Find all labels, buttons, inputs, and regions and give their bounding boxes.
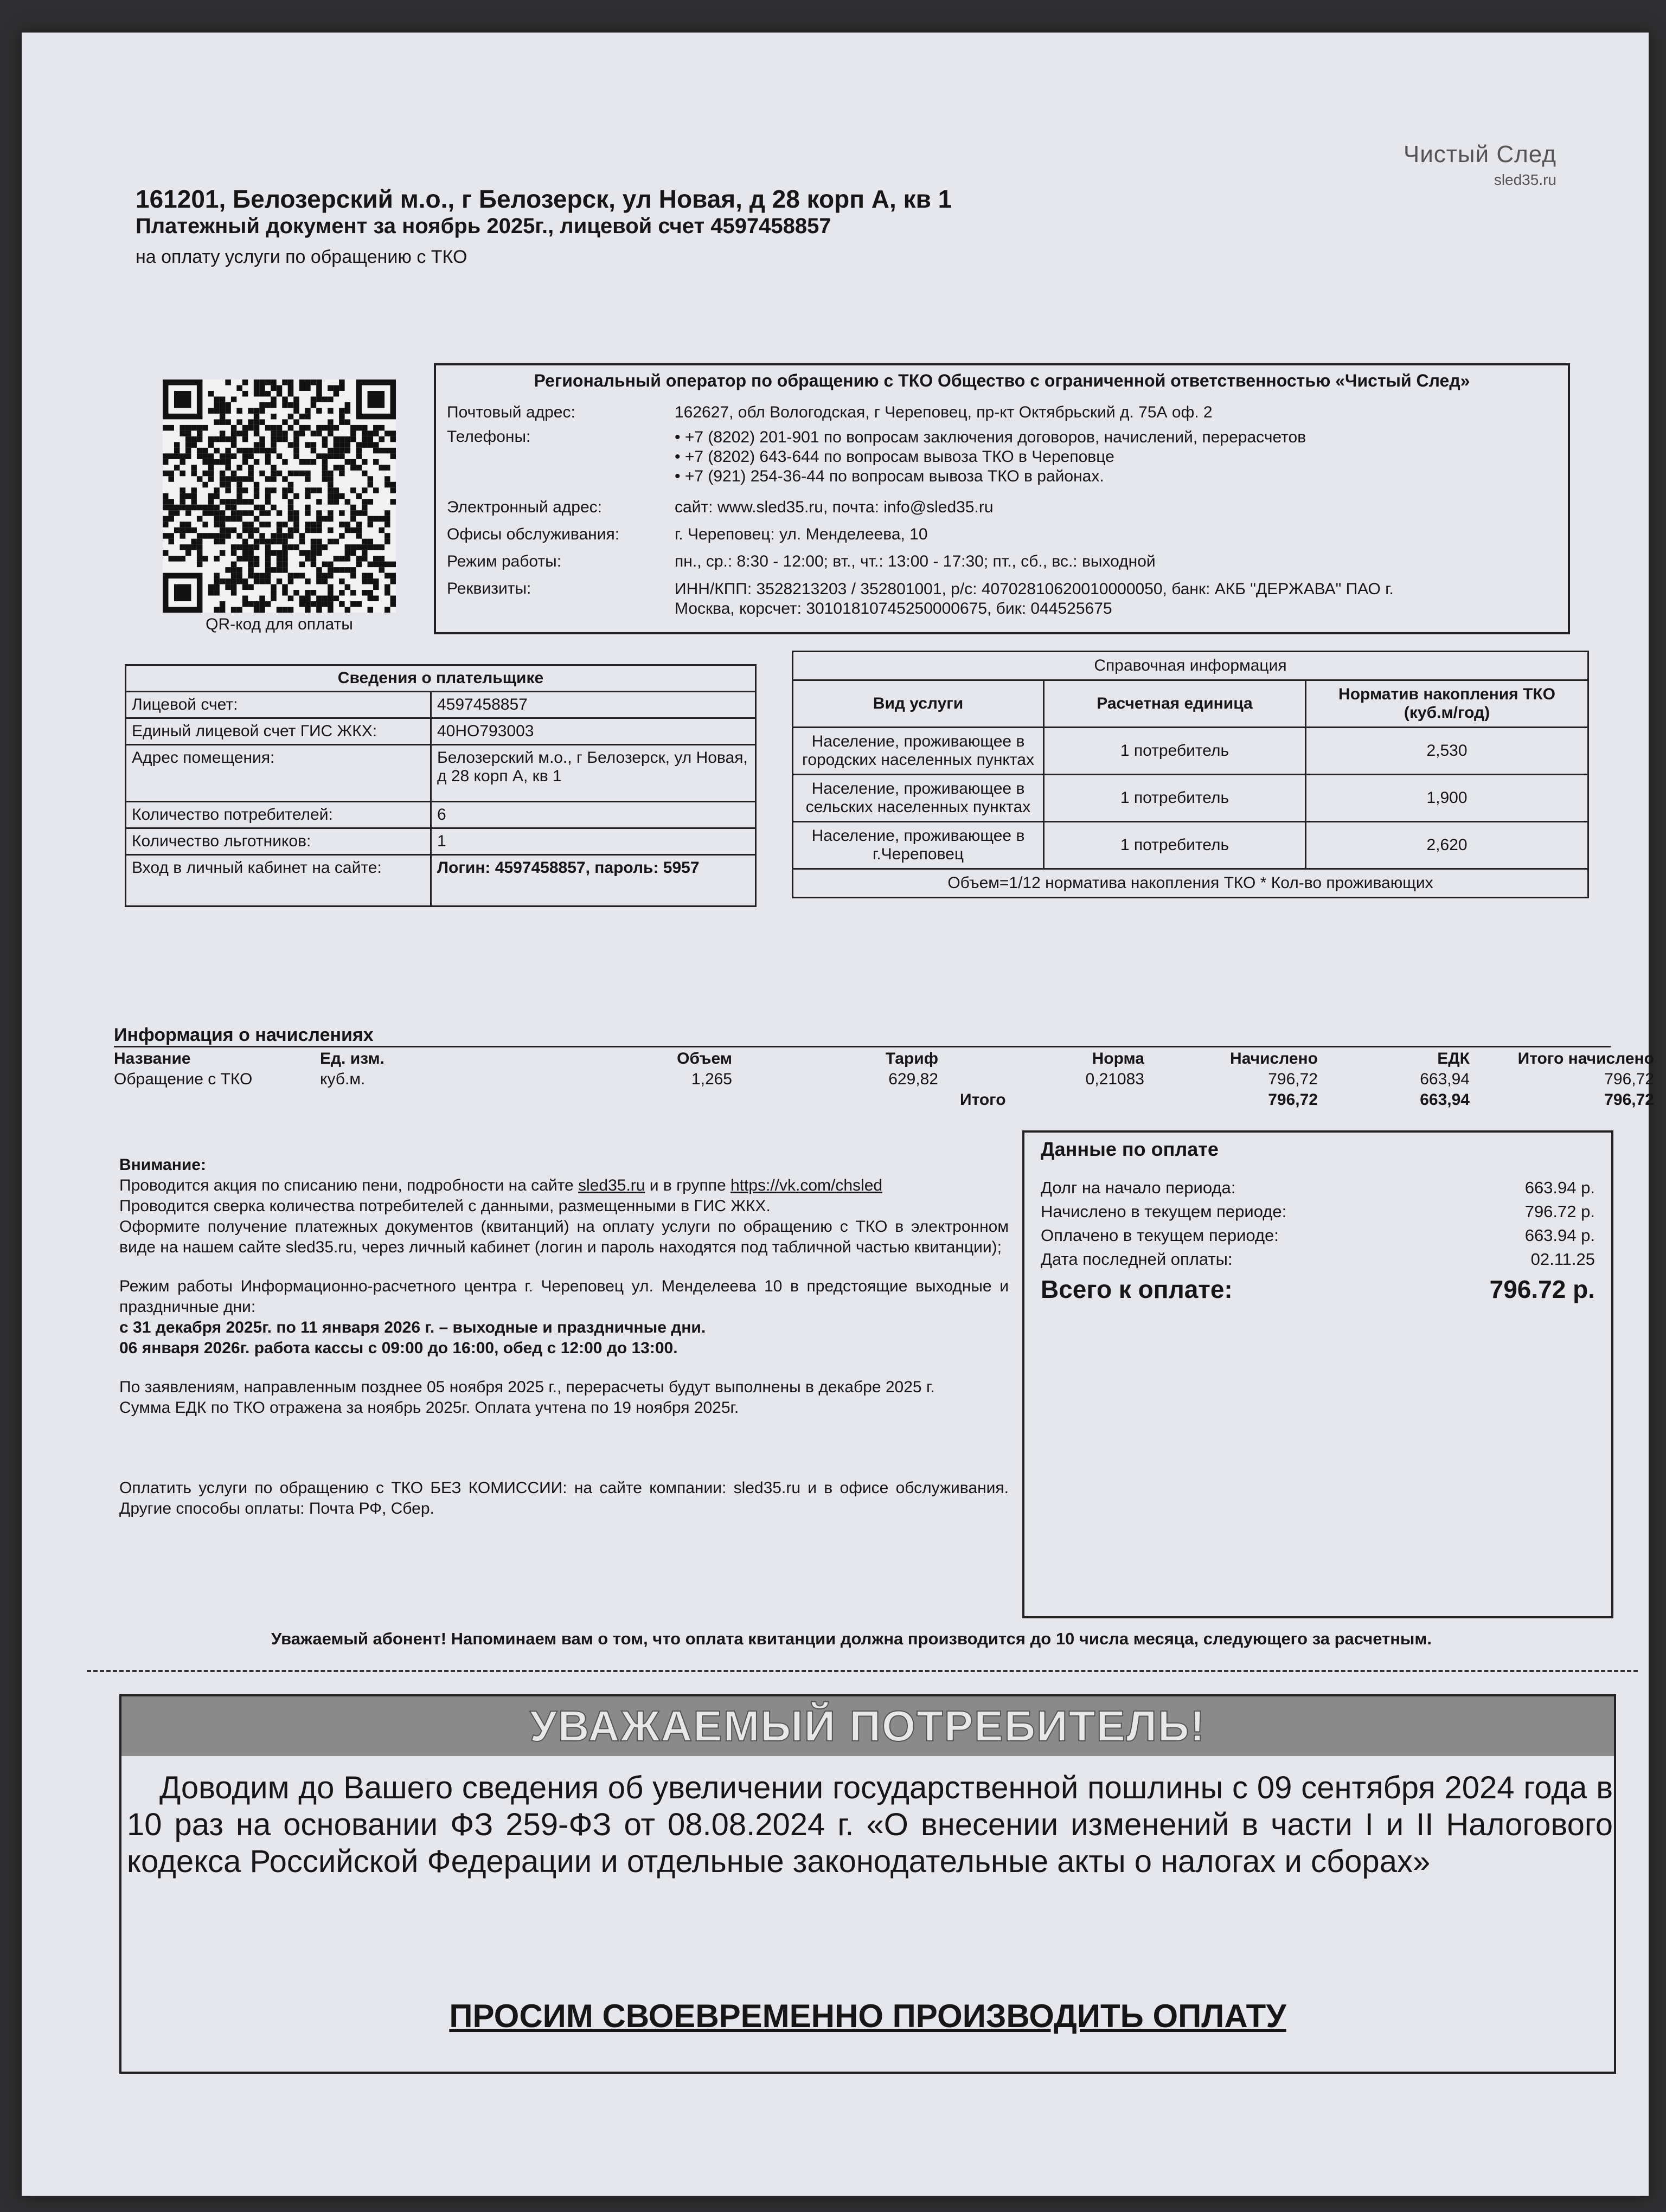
total-edk: 663,94: [1420, 1091, 1470, 1109]
company-logo: [1404, 141, 1556, 189]
total-due-row: [1041, 1275, 1595, 1304]
requisites-line-1: ИНН/КПП: 3528213203 / 352801001, р/с: 40702810620010000050, банк: АКБ "ДЕРЖАВА" ПАО г.: [675, 580, 1394, 598]
cell-unit: куб.м.: [320, 1070, 366, 1088]
last-payment-row: [1041, 1248, 1595, 1271]
ref-col-unit: Расчетная единица: [1044, 680, 1306, 728]
holiday-note: Режим работы Информационно-расчетного центра г. Череповец ул. Менделеева 10 в предстоящие выходные и праздничные дни:: [119, 1277, 1009, 1316]
operator-title: Региональный оператор по обращению с ТКО Общество с ограниченной ответственностью «Чистый След»: [534, 371, 1470, 390]
account-label: Лицевой счет:: [126, 692, 431, 718]
ref-unit: 1 потребитель: [1044, 775, 1306, 822]
last-payment-value: 02.11.25: [1530, 1250, 1595, 1269]
attention-notes: [119, 1155, 1009, 1538]
notice-banner: [121, 1696, 1614, 1756]
offices-label: Офисы обслуживания:: [447, 525, 620, 543]
notice-text: Доводим до Вашего сведения об увеличении государственной пошлины с 09 сентября 2024 года в 10 раз на основании ФЗ 259-ФЗ от 08.08.2024 г. «О внесении изменений в части I и II Налогового кодекса Российской Федерации и отдельные законодательные акты о налогах и сборах»: [127, 1770, 1613, 1879]
edk-note: Сумма ЕДК по ТКО отражена за ноябрь 2025г. Оплата учтена по 19 ноября 2025г.: [119, 1399, 739, 1417]
cell-edk: 663,94: [1420, 1070, 1470, 1088]
cell-name: Обращение с ТКО: [114, 1070, 253, 1088]
ref-norm: 1,900: [1306, 775, 1588, 822]
qr-label: QR-код для оплаты: [206, 615, 353, 633]
receipt-paper: [22, 33, 1654, 2196]
requisites-row: [447, 580, 1564, 619]
recipient-address: 161201, Белозерский м.о., г Белозерск, ул Новая, д 28 корп А, кв 1: [136, 185, 952, 213]
postal-label: Почтовый адрес:: [447, 403, 575, 421]
account-value: 4597458857: [431, 692, 756, 718]
col-header: Итого начислено: [1517, 1050, 1654, 1068]
cashier-hours: 06 января 2026г. работа кассы с 09:00 до 16:00, обед с 12:00 до 13:00.: [119, 1339, 678, 1357]
ref-norm: 2,620: [1306, 822, 1588, 869]
charges-title: Информация о начислениях: [114, 1025, 1611, 1047]
col-header: Тариф: [885, 1050, 938, 1068]
notice-call-to-action: ПРОСИМ СВОЕВРЕМЕННО ПРОИЗВОДИТЬ ОПЛАТУ: [449, 1998, 1286, 2034]
payer-table: [125, 664, 757, 907]
requisites-line-2: Москва, корсчет: 30101810745250000675, бик: 044525675: [675, 600, 1112, 618]
payer-title: Сведения о плательщике: [126, 665, 756, 692]
charged-value: 796.72 р.: [1524, 1202, 1595, 1221]
benefit-label: Количество льготников:: [126, 828, 431, 855]
ref-service: Население, проживающее в г.Череповец: [793, 822, 1044, 869]
document-subtitle: на оплату услуги по обращению с ТКО: [136, 247, 467, 267]
attention-title: Внимание:: [119, 1156, 206, 1174]
col-header: Начислено: [1230, 1050, 1318, 1068]
col-header: Норма: [1092, 1050, 1144, 1068]
col-header: Ед. изм.: [320, 1050, 385, 1068]
ref-col-norm: Норматив накопления ТКО (куб.м/год): [1306, 680, 1588, 728]
recalc-note: По заявлениям, направленным позднее 05 ноября 2025 г., перерасчеты будут выполнены в декабре 2025 г.: [119, 1378, 935, 1396]
email-row: [447, 498, 1564, 517]
payment-summary: [1022, 1130, 1613, 1618]
total-label: Итого: [960, 1091, 1006, 1109]
e-receipt-note: Оформите получение платежных документов (квитанций) на оплату услуги по обращению с ТКО в электронном виде на нашем сайте sled35.ru, через личный кабинет (логин и пароль находятся под табличной частью квитанции);: [119, 1218, 1009, 1256]
total-charged: 796,72: [1268, 1091, 1318, 1109]
paid-row: [1041, 1224, 1595, 1248]
total-due-label: Всего к оплате:: [1041, 1275, 1233, 1303]
paid-value: 663.94 р.: [1524, 1226, 1595, 1245]
last-payment-label: Дата последней оплаты:: [1041, 1250, 1233, 1269]
reference-title: Справочная информация: [793, 652, 1588, 680]
login-value: Логин: 4597458857, пароль: 5957: [431, 855, 756, 906]
document-title: Платежный документ за ноябрь 2025г., лицевой счет 4597458857: [136, 214, 831, 238]
cut-line: [87, 1670, 1638, 1672]
ref-norm: 2,530: [1306, 728, 1588, 775]
promo-note: Проводится акция по списанию пени, подробности на сайте sled35.ru и в группе https://vk.com/chsled: [119, 1176, 883, 1194]
payment-methods-note: Оплатить услуги по обращению с ТКО БЕЗ КОМИССИИ: на сайте компании: sled35.ru и в офисе обслуживания. Другие способы оплаты: Почта РФ, Сбер.: [119, 1479, 1009, 1517]
hours-value: пн., ср.: 8:30 - 12:00; вт., чт.: 13:00 - 17:30; пт., сб., вс.: выходной: [675, 552, 1156, 570]
email-label: Электронный адрес:: [447, 498, 603, 516]
requisites-label: Реквизиты:: [447, 580, 531, 597]
premises-label: Адрес помещения:: [126, 745, 431, 802]
charges-grid: [114, 1049, 1654, 1110]
paid-label: Оплачено в текущем периоде:: [1041, 1226, 1279, 1245]
ref-footnote: Объем=1/12 норматива накопления ТКО * Кол-во проживающих: [793, 869, 1588, 898]
cell-norm: 0,21083: [1085, 1070, 1144, 1088]
ref-unit: 1 потребитель: [1044, 822, 1306, 869]
charged-row: [1041, 1200, 1595, 1224]
site-link[interactable]: sled35.ru: [578, 1176, 645, 1194]
qr-code[interactable]: [163, 380, 396, 613]
ref-col-service: Вид услуги: [793, 680, 1044, 728]
vk-link[interactable]: https://vk.com/chsled: [730, 1176, 883, 1194]
gis-check-note: Проводится сверка количества потребителей с данными, размещенными в ГИС ЖКХ.: [119, 1197, 771, 1215]
debt-row: [1041, 1176, 1595, 1200]
phone-3: • +7 (921) 254-36-44 по вопросам вывоза ТКО в районах.: [675, 467, 1104, 485]
debt-value: 663.94 р.: [1524, 1178, 1595, 1197]
phones-label: Телефоны:: [447, 428, 531, 446]
payment-title: Данные по оплате: [1041, 1138, 1219, 1160]
offices-row: [447, 525, 1564, 544]
ref-unit: 1 потребитель: [1044, 728, 1306, 775]
ref-service: Население, проживающее в городских населенных пунктах: [793, 728, 1044, 775]
benefit-value: 1: [431, 828, 756, 855]
offices-value: г. Череповец: ул. Менделеева, 10: [675, 525, 928, 543]
phone-1: • +7 (8202) 201-901 по вопросам заключения договоров, начислений, перерасчетов: [675, 428, 1306, 446]
phone-2: • +7 (8202) 643-644 по вопросам вывоза ТКО в Череповце: [675, 448, 1114, 466]
operator-info: [434, 363, 1570, 634]
col-header: Объем: [677, 1050, 732, 1068]
gis-value: 40НО793003: [431, 718, 756, 745]
payment-reminder: Уважаемый абонент! Напоминаем вам о том, что оплата квитанции должна производится до 10 числа месяца, следующего за расчетным.: [271, 1629, 1432, 1648]
col-header: Название: [114, 1050, 191, 1068]
cell-volume: 1,265: [691, 1070, 732, 1088]
cell-tariff: 629,82: [888, 1070, 938, 1088]
phones-row: [447, 428, 1564, 486]
cell-charged: 796,72: [1268, 1070, 1318, 1088]
notice-title: УВАЖАЕМЫЙ ПОТРЕБИТЕЛЬ!: [529, 1702, 1206, 1750]
hours-row: [447, 552, 1564, 571]
total-due-value: 796.72 р.: [1489, 1275, 1595, 1303]
hours-label: Режим работы:: [447, 552, 562, 570]
table-row: [793, 728, 1588, 775]
logo-text: Чистый След: [1403, 141, 1556, 168]
reference-table: [792, 651, 1589, 898]
consumer-notice: [119, 1694, 1616, 2074]
login-label: Вход в личный кабинет на сайте:: [126, 855, 431, 906]
postal-row: [447, 403, 1564, 422]
ref-service: Население, проживающее в сельских населенных пунктах: [793, 775, 1044, 822]
debt-label: Долг на начало периода:: [1041, 1178, 1236, 1197]
charged-label: Начислено в текущем периоде:: [1041, 1202, 1287, 1221]
holiday-dates: с 31 декабря 2025г. по 11 января 2026 г. – выходные и праздничные дни.: [119, 1319, 706, 1336]
table-row: [793, 775, 1588, 822]
logo-site: sled35.ru: [1494, 171, 1556, 188]
cell-total: 796,72: [1604, 1070, 1654, 1088]
email-value: сайт: www.sled35.ru, почта: info@sled35.ru: [675, 498, 994, 516]
col-header: ЕДК: [1437, 1050, 1470, 1068]
gis-label: Единый лицевой счет ГИС ЖКХ:: [126, 718, 431, 745]
table-row: [793, 822, 1588, 869]
consumers-value: 6: [431, 802, 756, 828]
total-sum: 796,72: [1604, 1091, 1654, 1109]
postal-value: 162627, обл Вологодская, г Череповец, пр-кт Октябрьский д. 75А оф. 2: [675, 403, 1213, 421]
consumers-label: Количество потребителей:: [126, 802, 431, 828]
charges-section: [114, 1025, 1654, 1110]
premises-value: Белозерский м.о., г Белозерск, ул Новая, д 28 корп А, кв 1: [431, 745, 756, 802]
